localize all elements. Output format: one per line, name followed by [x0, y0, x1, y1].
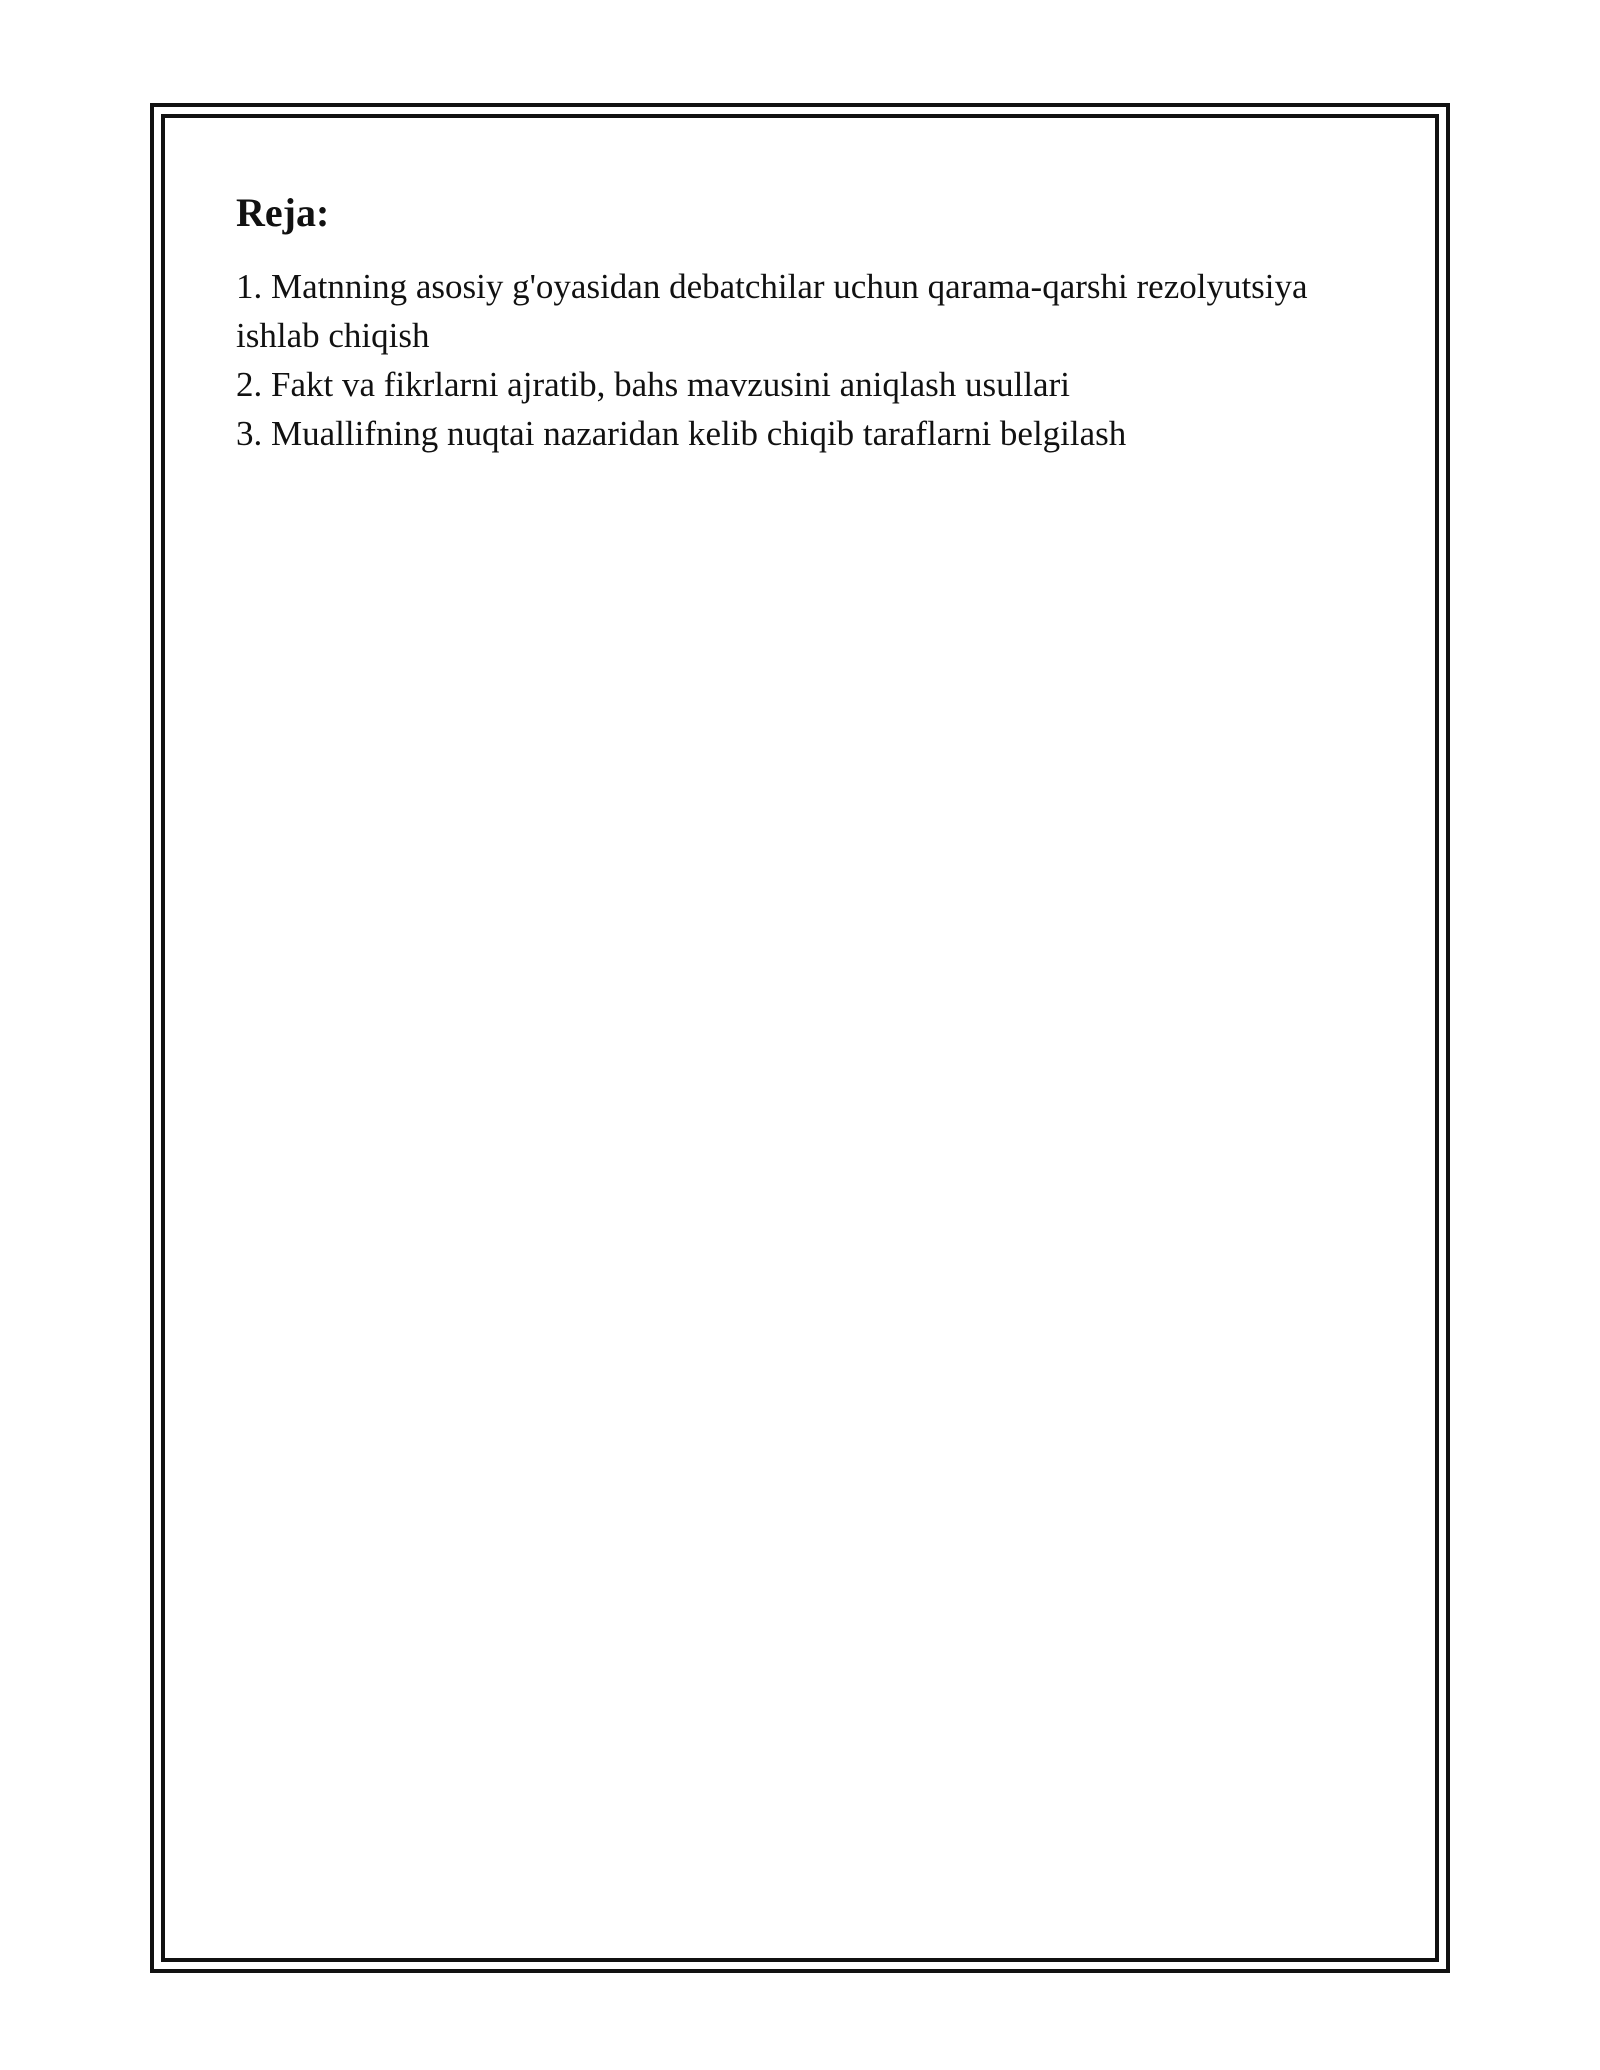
plan-item-3: 3. Muallifning nuqtai nazaridan kelib chiqib taraflarni belgilash — [236, 414, 1127, 453]
plan-item-2: 2. Fakt va fikrlarni ajratib, bahs mavzusini aniqlash usullari — [236, 365, 1070, 404]
plan-list — [236, 262, 1376, 458]
document-content — [236, 190, 1376, 458]
plan-item-1: 1. Matnning asosiy g'oyasidan debatchilar uchun qarama-qarshi rezolyutsiya ishlab chiqish — [236, 267, 1308, 355]
plan-title: Reja: — [236, 190, 330, 235]
